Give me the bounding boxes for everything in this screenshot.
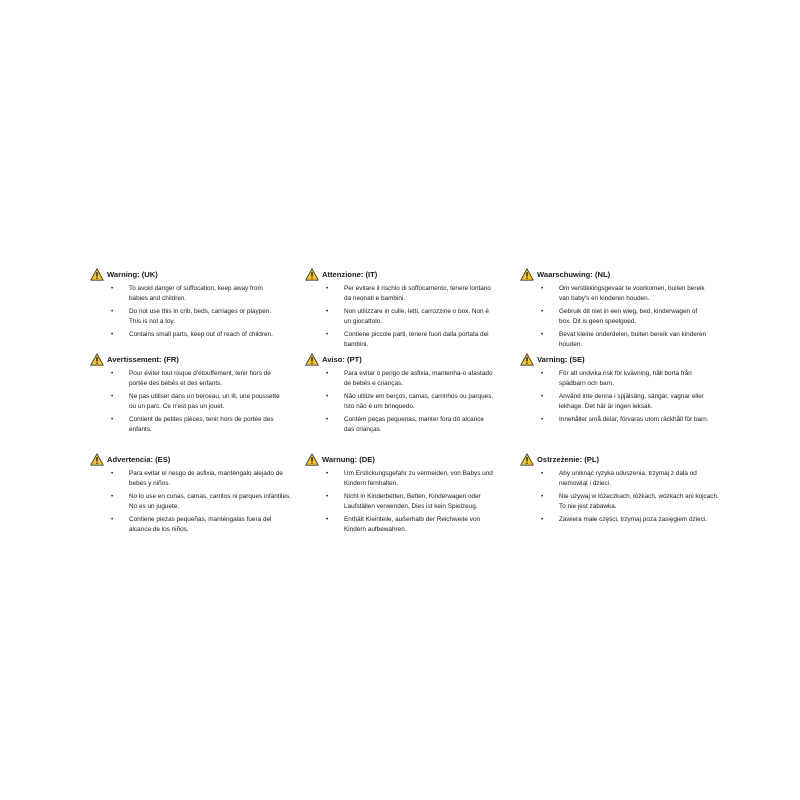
bullet: • [111,285,114,292]
item-text: Aby uniknąć ryzyka uduszenia, trzymaj z dala od niemowląt i dzieci. [559,470,697,488]
bullet: • [326,392,329,400]
list-item [108,515,293,536]
bullet: • [541,470,544,477]
list-item [108,284,279,305]
card-header [305,352,525,366]
item-text: Para evitar el riesgo de asfixia, manténgalo alejado de bebés y niños. [129,470,283,488]
warning-list [305,369,525,436]
card-header [90,352,310,366]
item-text: Contains small parts, keep out of reach of children. [129,330,273,338]
warning-card-it [305,267,525,353]
list-item [108,369,281,390]
list-item [323,330,494,351]
warning-card-es [90,452,310,538]
bullet: • [541,415,544,423]
bullet: • [111,470,114,477]
warning-triangle-icon [90,353,104,366]
bullet: • [326,370,329,377]
card-header [305,452,525,466]
list-item [538,307,711,328]
item-text: Enthält Kleinteile, außerhalb der Reichweite von Kindern aufbewahren. [344,515,481,534]
card-title: Waarschuwing: (NL) [537,269,611,279]
card-header [520,352,740,366]
list-item [108,307,279,328]
list-item [538,492,721,513]
warning-list [305,469,525,536]
list-item [323,515,502,536]
bullet: • [541,370,544,377]
warning-triangle-icon [520,268,534,281]
bullet: • [541,285,544,292]
list-item [108,330,279,340]
warning-card-uk [90,267,310,343]
list-item [108,492,293,513]
item-text: Contient de petites pièces, tenir hors de portée des enfants. [129,415,274,434]
list-item [538,392,717,413]
warning-card-pt [305,352,525,438]
warning-card-de [305,452,525,538]
bullet: • [541,307,544,315]
item-text: Não utilize em berços, camas, carrinhos ou parques. Isto não é um brinquedo. [344,392,494,411]
card-header [520,267,740,281]
card-header [305,267,525,281]
list-item [323,469,502,490]
item-text: Bevat kleine onderdelen, buiten bereik van kinderen houden. [559,330,707,349]
bullet: • [111,370,114,377]
list-item [323,369,496,390]
list-item [538,469,721,490]
item-text: Contiene piezas pequeñas, manténgalas fuera del alcance de los niños. [129,515,272,534]
warning-triangle-icon [305,268,319,281]
bullet: • [541,330,544,338]
item-text: Gebruik dit niet in een wieg, bed, kinderwagen of box. Dit is geen speelgoed. [559,307,698,326]
list-item [323,415,496,436]
card-header [520,452,740,466]
warning-list [305,284,525,351]
item-text: För att undvika risk för kvävning, håll borta från spädbarn och barn. [559,370,692,388]
list-item [538,515,721,525]
list-item [323,392,496,413]
bullet: • [111,392,114,400]
list-item [538,284,711,305]
list-item [538,330,711,351]
warning-triangle-icon [520,453,534,466]
item-text: Per evitare il rischio di soffocamento, tenere lontano da neonati e bambini. [344,285,491,303]
bullet: • [326,415,329,423]
bullet: • [541,515,544,523]
bullet: • [326,515,329,523]
item-text: Om verstikkingsgevaar te voorkomen, buiten bereik van baby's en kinderen houden. [559,285,705,303]
list-item [108,415,281,436]
warning-triangle-icon [305,453,319,466]
bullet: • [541,392,544,400]
item-text: Um Erstickungsgefahr zu vermeiden, von Babys und Kindern fernhalten. [344,470,493,488]
list-item [108,469,293,490]
list-item [538,369,717,390]
warning-card-pl [520,452,740,528]
bullet: • [111,515,114,523]
warning-list [520,284,740,351]
warning-card-se [520,352,740,428]
warning-list [90,469,310,536]
item-text: No lo use en cunas, camas, carritos ni parques infantiles. No es un juguete. [129,492,291,511]
bullet: • [326,492,329,500]
list-item [323,284,494,305]
bullet: • [111,307,114,315]
warning-list [520,469,740,525]
bullet: • [111,415,114,423]
list-item [108,392,281,413]
bullet: • [111,492,114,500]
item-text: Contiene piccole parti, tenere fuori dalla portata dei bambini. [344,330,489,349]
bullet: • [326,307,329,315]
bullet: • [541,492,544,500]
card-title: Warnung: (DE) [322,454,375,464]
warning-triangle-icon [90,453,104,466]
warning-card-nl [520,267,740,353]
card-header [90,452,310,466]
list-item [323,492,502,513]
card-title: Warning: (UK) [107,269,158,279]
item-text: Zawiera małe części, trzymaj poza zasięgiem dzieci. [559,515,708,523]
card-title: Avertissement: (FR) [107,354,179,364]
item-text: Nicht in Kinderbetten, Betten, Kinderwagen oder Laufställen verwenden. Dies ist kein Spielzeug. [344,492,481,511]
item-text: Använd inte denna i spjälsäng, sängar, vagnar eller lekhage. Det här är ingen leksak. [559,392,704,411]
bullet: • [326,285,329,292]
warning-card-fr [90,352,310,438]
warning-list [90,369,310,436]
item-text: Para evitar o perigo de asfixia, mantenha-o afastado de bebés e crianças. [344,370,493,388]
bullet: • [326,470,329,477]
warning-list [90,284,310,340]
item-text: Ne pas utiliser dans un berceau, un lit, une poussette ou un parc. Ce n'est pas un jouet. [129,392,280,411]
bullet: • [111,330,114,338]
item-text: Nie używaj w łóżeczkach, łóżkach, wózkach ani kojcach. To nie jest zabawka. [559,492,719,511]
card-header [90,267,310,281]
warning-triangle-icon [90,268,104,281]
warning-list [520,369,740,425]
card-title: Advertencia: (ES) [107,454,171,464]
card-title: Attenzione: (IT) [322,269,378,279]
list-item [323,307,494,328]
item-text: To avoid danger of suffocation, keep away from babies and children. [129,285,263,303]
card-title: Ostrzeżenie: (PL) [537,454,600,464]
warning-triangle-icon [520,353,534,366]
item-text: Contém peças pequenas, manter fora do alcance das crianças. [344,415,484,434]
card-title: Varning: (SE) [537,354,585,364]
warning-triangle-icon [305,353,319,366]
item-text: Non utilizzare in culle, letti, carrozzine o box. Non è un giocattolo. [344,307,489,326]
item-text: Do not use this in crib, beds, carriages or playpen. This is not a toy. [129,307,272,326]
list-item [538,415,717,425]
item-text: Innehåller små delar, förvaras utom räckhåll för barn. [559,415,709,423]
card-title: Aviso: (PT) [322,354,362,364]
item-text: Pour éviter tout risque d'étouffement, tenir hors de portée des bébés et des enfants. [129,370,271,388]
bullet: • [326,330,329,338]
